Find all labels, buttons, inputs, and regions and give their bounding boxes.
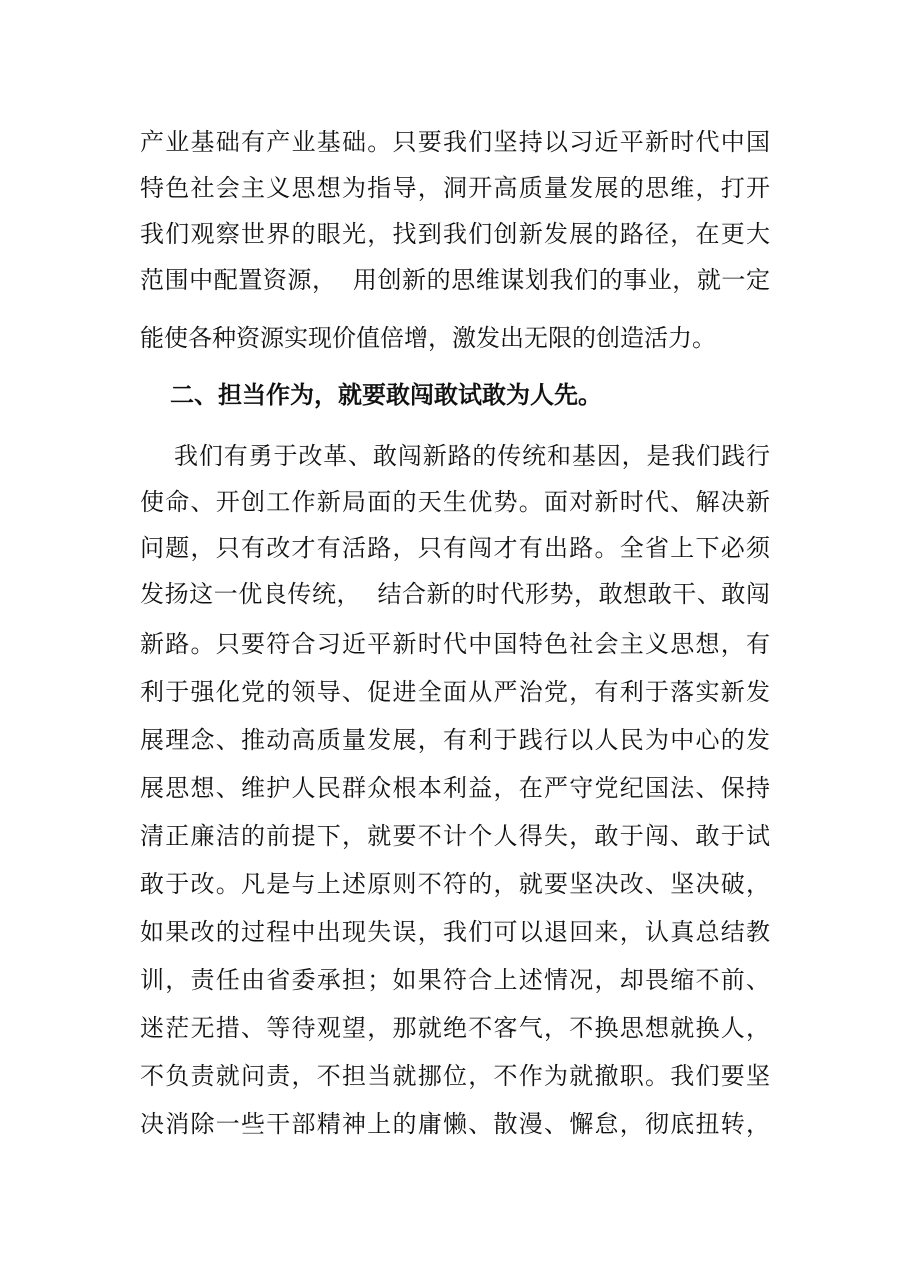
paragraph-line: 特色社会主义思想为指导，洞开高质量发展的思维，打开 [140, 174, 770, 202]
paragraph-line: 问题，只有改才有活路，只有闯才有出路。全省上下必须 [140, 534, 770, 562]
section-heading: 二、担当作为，就要敢闯敢试敢为人先。 [170, 381, 602, 409]
paragraph-line: 展思想、维护人民群众根本利益，在严守党纪国法、保持 [140, 774, 770, 802]
paragraph-line: 敢于改。凡是与上述原则不符的，就要坚决改、坚决破， [140, 870, 770, 898]
paragraph-line: 迷茫无措、等待观望，那就绝不客气，不换思想就换人， [140, 1014, 770, 1042]
paragraph-line: 利于强化党的领导、促进全面从严治党，有利于落实新发 [140, 678, 770, 706]
paragraph-line: 范围中配置资源， 用创新的思维谋划我们的事业，就一定 [140, 266, 770, 294]
paragraph-line: 新路。只要符合习近平新时代中国特色社会主义思想，有 [140, 630, 770, 658]
paragraph-line: 发扬这一优良传统， 结合新的时代形势，敢想敢干、敢闯 [140, 580, 770, 608]
paragraph-line: 训，责任由省委承担；如果符合上述情况，却畏缩不前、 [140, 966, 770, 994]
paragraph-line: 我们有勇于改革、敢闯新路的传统和基因，是我们践行 [174, 442, 770, 470]
paragraph-line: 展理念、推动高质量发展，有利于践行以人民为中心的发 [140, 726, 770, 754]
paragraph-line: 产业基础有产业基础。只要我们坚持以习近平新时代中国 [140, 128, 770, 156]
paragraph-line: 使命、开创工作新局面的天生优势。面对新时代、解决新 [140, 488, 770, 516]
paragraph-line: 能使各种资源实现价值倍增，激发出无限的创造活力。 [140, 324, 716, 352]
paragraph-line: 我们观察世界的眼光，找到我们创新发展的路径，在更大 [140, 220, 770, 248]
paragraph-line: 如果改的过程中出现失误，我们可以退回来，认真总结教 [140, 918, 770, 946]
paragraph-line: 清正廉洁的前提下，就要不计个人得失，敢于闯、敢于试 [140, 822, 770, 850]
paragraph-line: 不负责就问责，不担当就挪位，不作为就撤职。我们要坚 [140, 1062, 770, 1090]
paragraph-line: 决消除一些干部精神上的庸懒、散漫、懈怠，彻底扭转， [140, 1110, 770, 1138]
